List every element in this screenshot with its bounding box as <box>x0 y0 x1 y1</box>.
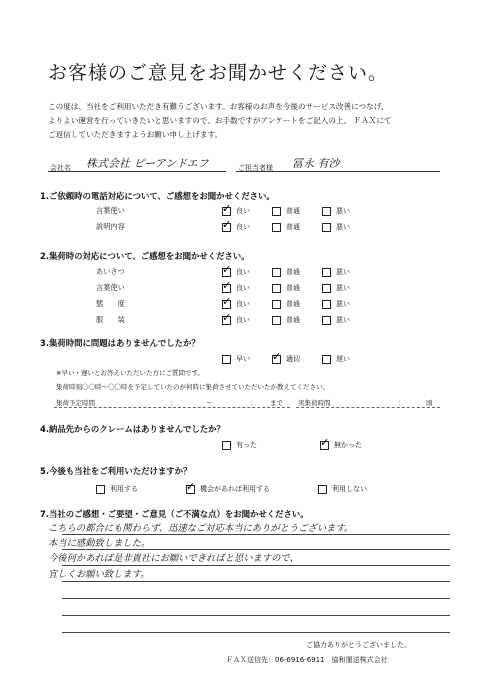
q2-row1-option-bad[interactable]: 悪い <box>322 267 350 277</box>
checkbox[interactable] <box>272 284 281 293</box>
q1-row1-option-bad[interactable]: 悪い <box>322 206 350 216</box>
q5-option-no[interactable]: 利用しない <box>318 484 367 494</box>
q3-question: 3.集荷時間に問題はありませんでしたか？ <box>40 338 200 348</box>
q3-colon: ： <box>398 399 405 407</box>
checkbox[interactable] <box>272 207 281 216</box>
checkbox[interactable] <box>186 485 195 494</box>
q3-actual-label: 実集荷時間 <box>298 399 331 407</box>
page-title: お客様のご意見をお聞かせください。 <box>48 62 389 84</box>
comment-rule <box>62 598 450 599</box>
checkbox[interactable] <box>322 316 331 325</box>
checkbox[interactable] <box>222 300 231 309</box>
checkbox[interactable] <box>322 268 331 277</box>
q5-question: 5.今後も当社をご利用いただけますか？ <box>40 466 192 476</box>
company-name: 株式会社 ピーアンドエフ <box>86 157 209 170</box>
intro-line-2: よりよい運営を行っていきたいと思いますので、お手数ですがアンケートをご記入の上、 ＦＡＸにて <box>48 116 392 125</box>
person-underline <box>236 171 440 172</box>
company-underline <box>48 171 226 172</box>
checkbox[interactable] <box>322 300 331 309</box>
q1-row1-option-normal[interactable]: 普通 <box>272 206 300 216</box>
checkbox[interactable] <box>272 223 281 232</box>
q3-planned-label: 集荷予定時間 <box>56 399 95 407</box>
q2-row2-option-normal[interactable]: 普通 <box>272 283 300 293</box>
comment-rule <box>62 632 450 633</box>
person-name: 冨永 有沙 <box>292 157 340 170</box>
intro-line-1: この度は、当社をご利用いただき有難うございます。お客様のお声を今後のサービス改善につなげ、 <box>48 102 389 111</box>
checkbox[interactable] <box>272 316 281 325</box>
checkbox[interactable] <box>272 355 281 364</box>
q3-option-early[interactable]: 早い <box>222 354 250 364</box>
q5-option-use[interactable]: 利用する <box>96 484 138 494</box>
checkbox[interactable] <box>222 441 231 450</box>
q2-row-label: 態 度 <box>96 299 125 308</box>
q3-note-2: 集荷時刻〇〇時～〇〇時を予定していたのが何時に集荷させていただいたか教えてください。 <box>56 383 329 391</box>
q3-option-late[interactable]: 遅い <box>322 354 350 364</box>
comment-line-1: こちらの都合にも関わらず、迅速なご対応本当にありがとうございます。 <box>48 523 354 534</box>
q2-row3-option-good[interactable]: ✓ 良い <box>222 299 250 309</box>
q4-option-no[interactable]: ✓ 無かった <box>320 440 362 450</box>
checkbox[interactable] <box>322 207 331 216</box>
intro-line-3: ご返信していただきますようお願い申し上げます。 <box>48 130 223 139</box>
checkbox[interactable] <box>222 207 231 216</box>
q3-made: まで <box>270 399 283 407</box>
q3-koro: 頃 <box>426 399 433 407</box>
q2-row4-option-normal[interactable]: 普通 <box>272 315 300 325</box>
actual-time-line <box>296 407 440 408</box>
checkbox[interactable] <box>272 268 281 277</box>
comment-line-2: 本当に感動致しました。 <box>48 538 151 549</box>
q2-row-label: 服 装 <box>96 315 125 324</box>
q2-row-label: あいさつ <box>96 267 125 276</box>
q4-option-yes[interactable]: 有った <box>222 440 257 450</box>
checkbox[interactable] <box>320 441 329 450</box>
q1-row2-option-bad[interactable]: 悪い <box>322 222 350 232</box>
comment-rule <box>62 581 450 582</box>
q3-colon: ： <box>170 399 177 407</box>
q2-row2-option-bad[interactable]: 悪い <box>322 283 350 293</box>
q2-row3-option-normal[interactable]: 普通 <box>272 299 300 309</box>
q1-row2-option-normal[interactable]: 普通 <box>272 222 300 232</box>
company-label: 会社名 <box>50 164 71 172</box>
checkbox[interactable] <box>222 268 231 277</box>
q2-row3-option-bad[interactable]: 悪い <box>322 299 350 309</box>
q2-row1-option-good[interactable]: ✓ 良い <box>222 267 250 277</box>
q2-row1-option-normal[interactable]: 普通 <box>272 267 300 277</box>
checkbox[interactable] <box>272 300 281 309</box>
q2-row2-option-good[interactable]: ✓ 良い <box>222 283 250 293</box>
footer-fax: ＦＡＸ送信先：06-6916-6911 協和運送株式会社 <box>226 656 388 664</box>
checkbox[interactable] <box>322 355 331 364</box>
q1-row2-option-good[interactable]: ✓ 良い <box>222 222 250 232</box>
checkbox[interactable] <box>222 223 231 232</box>
q1-row-label: 言葉使い <box>96 206 125 215</box>
checkbox[interactable] <box>222 355 231 364</box>
comment-line-3: 今後何かあれば是非貴社にお願いできればと思いますので、 <box>48 553 299 564</box>
q2-question: 2.集荷時の対応について、ご感想をお聞かせください。 <box>40 251 250 261</box>
person-label: ご担当者様 <box>238 164 273 172</box>
q3-tilde: ～ <box>206 399 213 407</box>
q7-question: 7.当社のご感想・ご要望・ご意見（ご不満な点）をお聞かせください。 <box>40 509 309 519</box>
q1-row1-option-good[interactable]: ✓ 良い <box>222 206 250 216</box>
q4-question: 4.納品先からのクレームはありませんでしたか？ <box>40 424 225 434</box>
q2-row4-option-bad[interactable]: 悪い <box>322 315 350 325</box>
comment-rule <box>62 615 450 616</box>
footer-thanks: ご協力ありがとうございました。 <box>306 641 411 649</box>
comment-line-4: 宜しくお願い致します。 <box>48 569 150 580</box>
q2-row4-option-good[interactable]: ✓ 良い <box>222 315 250 325</box>
q3-note-1: ※早い・遅いとお答えいただいた方にご質問です。 <box>56 369 204 377</box>
q2-row-label: 言葉使い <box>96 283 125 292</box>
checkbox[interactable] <box>322 223 331 232</box>
checkbox[interactable] <box>318 485 327 494</box>
planned-time-line <box>54 407 290 408</box>
q3-colon: ： <box>250 399 257 407</box>
q1-row-label: 説明内容 <box>96 222 125 231</box>
q5-option-maybe[interactable]: ✓ 機会があれば利用する <box>186 484 270 494</box>
checkbox[interactable] <box>96 485 105 494</box>
q3-option-appropriate[interactable]: ✓ 適切 <box>272 354 300 364</box>
q1-question: 1.ご依頼時の電話対応について、ご感想をお聞かせください。 <box>40 191 275 201</box>
checkbox[interactable] <box>322 284 331 293</box>
checkbox[interactable] <box>222 284 231 293</box>
checkbox[interactable] <box>222 316 231 325</box>
